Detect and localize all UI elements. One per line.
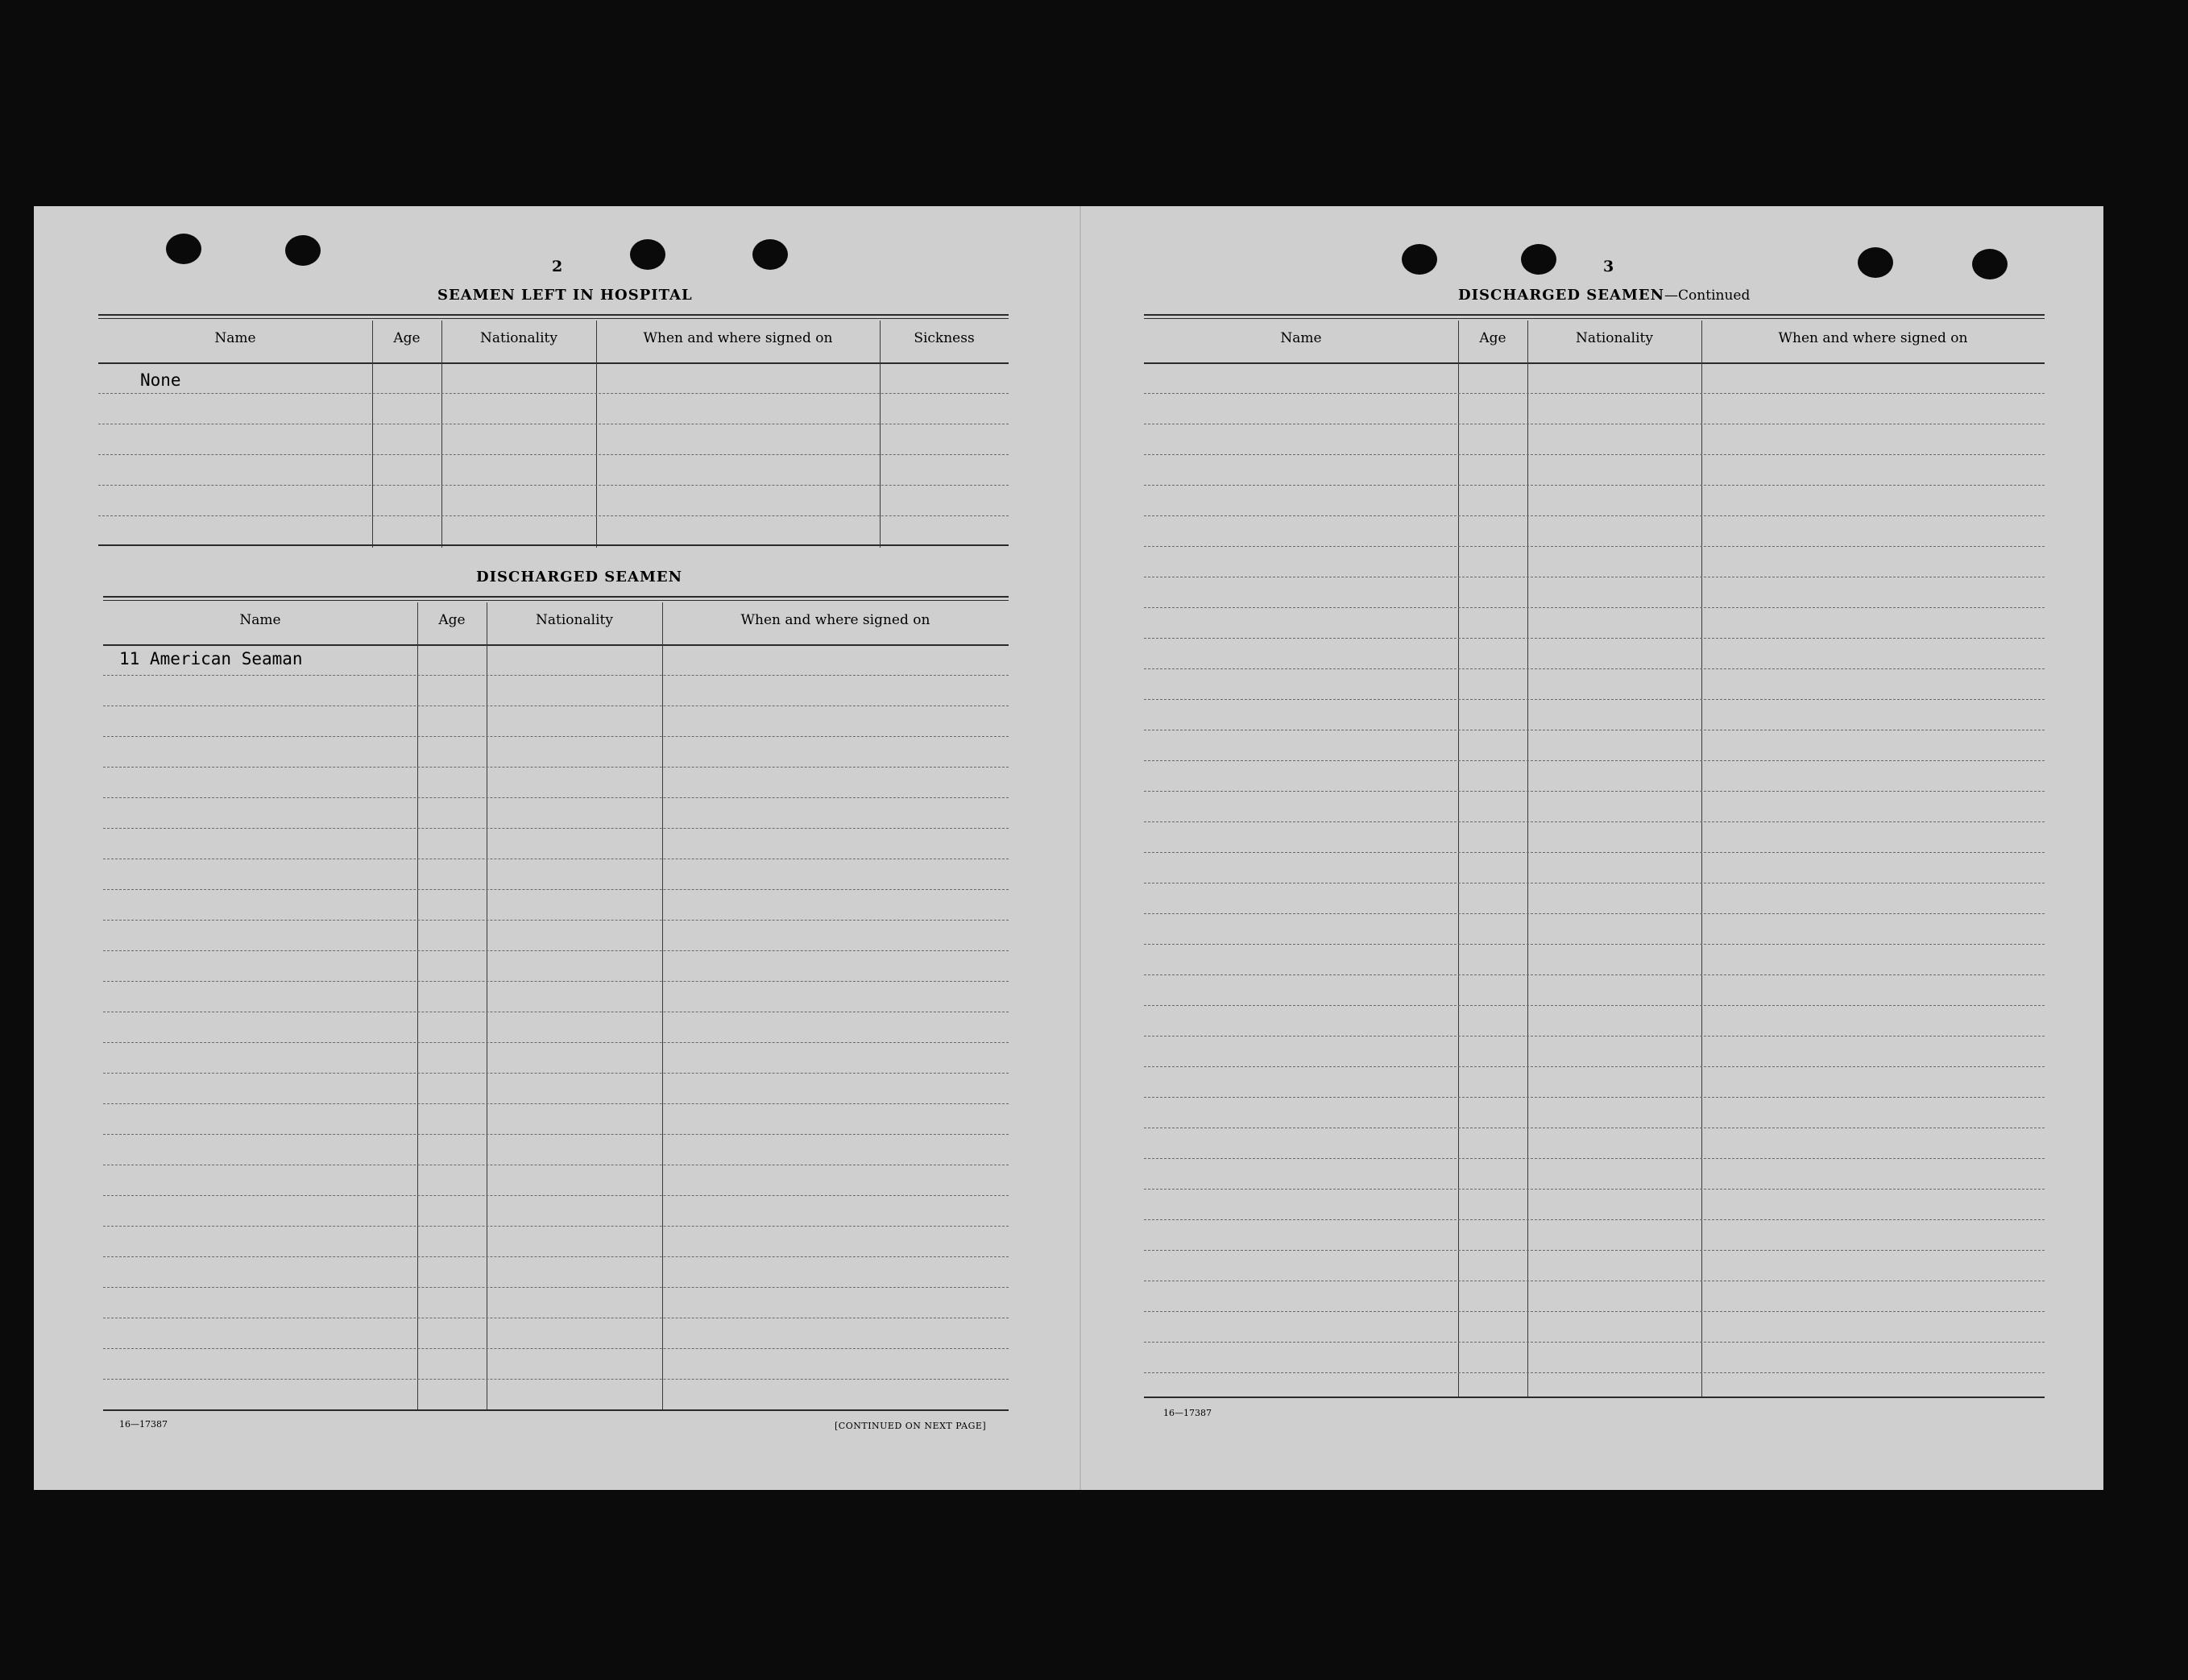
ruling-line (1144, 1250, 2045, 1251)
punch-hole (1972, 249, 2008, 279)
ruling-line (103, 828, 1009, 829)
ruling-line (103, 675, 1009, 676)
punch-hole (166, 234, 201, 264)
column-header: Nationality (1576, 330, 1653, 346)
ruling-line (103, 1348, 1009, 1349)
page-fold (1079, 206, 1081, 1490)
ruling-line (1144, 546, 2045, 547)
punch-hole (1521, 244, 1556, 275)
column-header: Nationality (536, 612, 613, 628)
section-title-text: DISCHARGED SEAMEN (1458, 287, 1665, 304)
form-number: 16—17387 (1163, 1408, 1212, 1418)
page-number: 2 (552, 258, 563, 275)
punch-hole (630, 239, 665, 270)
ruling-line (103, 767, 1009, 768)
ruling-line (103, 1226, 1009, 1227)
column-header: When and where signed on (740, 612, 930, 628)
discharged-entry: 11 American Seaman (119, 649, 303, 668)
column-header: When and where signed on (1778, 330, 1968, 346)
column-header: Name (239, 612, 281, 628)
punch-hole (1858, 247, 1893, 278)
ruling-line (1144, 1311, 2045, 1312)
section-title-suffix: —Continued (1664, 288, 1751, 304)
column-header: Age (393, 330, 421, 346)
ruling-line (1144, 944, 2045, 945)
ruling-line (103, 1287, 1009, 1288)
column-header: Name (214, 330, 256, 346)
ruling-line (103, 889, 1009, 890)
column-header: Name (1280, 330, 1322, 346)
form-number: 16—17387 (119, 1419, 168, 1430)
punch-hole (752, 239, 788, 270)
ruling-line (103, 736, 1009, 737)
ruling-line (1144, 974, 2045, 975)
column-header: When and where signed on (643, 330, 833, 346)
column-header: Nationality (480, 330, 557, 346)
punch-hole (285, 235, 321, 266)
ruling-line (1144, 1036, 2045, 1037)
section-title-discharged-continued (1458, 287, 1750, 304)
ruling-line (1144, 485, 2045, 486)
punch-hole (1402, 244, 1437, 275)
ruling-line (1144, 607, 2045, 608)
section-title-discharged: DISCHARGED SEAMEN (476, 569, 683, 586)
ruling-line (103, 797, 1009, 798)
ruling-line (103, 1379, 1009, 1380)
ruling-line (1144, 668, 2045, 669)
ruling-line (1144, 1372, 2045, 1373)
ruling-line (1144, 852, 2045, 853)
ruling-line (1144, 1066, 2045, 1067)
discharged-continued-table (1144, 314, 2045, 1400)
hospital-entry: None (140, 370, 181, 390)
ruling-line (1144, 913, 2045, 914)
ruling-line (1144, 791, 2045, 792)
column-header: Age (1479, 330, 1506, 346)
ruling-line (1144, 515, 2045, 516)
section-title-hospital: SEAMEN LEFT IN HOSPITAL (437, 287, 693, 304)
ruling-line (1144, 393, 2045, 394)
ruling-line (103, 1103, 1009, 1104)
ruling-line (1144, 1219, 2045, 1220)
ruling-line (1144, 454, 2045, 455)
ruling-line (1144, 760, 2045, 761)
ruling-line (103, 920, 1009, 921)
ruling-line (1144, 1189, 2045, 1190)
ruling-line (103, 1073, 1009, 1074)
ruling-line (103, 1256, 1009, 1257)
ruling-line (103, 1195, 1009, 1196)
ruling-line (1144, 699, 2045, 700)
ruling-line (1144, 1005, 2045, 1006)
column-header: Sickness (914, 330, 975, 346)
ruling-line (1144, 821, 2045, 822)
hospital-table (98, 314, 1009, 551)
ruling-line (103, 981, 1009, 982)
discharged-table (103, 596, 1009, 1413)
ruling-line (1144, 638, 2045, 639)
ruling-line (1144, 1342, 2045, 1343)
ruling-line (1144, 1097, 2045, 1098)
page-number: 3 (1603, 258, 1614, 275)
ruling-line (103, 1134, 1009, 1135)
ruling-line (103, 1042, 1009, 1043)
ruling-line (1144, 1158, 2045, 1159)
column-header: Age (438, 612, 466, 628)
ruling-line (103, 950, 1009, 951)
continued-note: [CONTINUED ON NEXT PAGE] (835, 1421, 987, 1431)
